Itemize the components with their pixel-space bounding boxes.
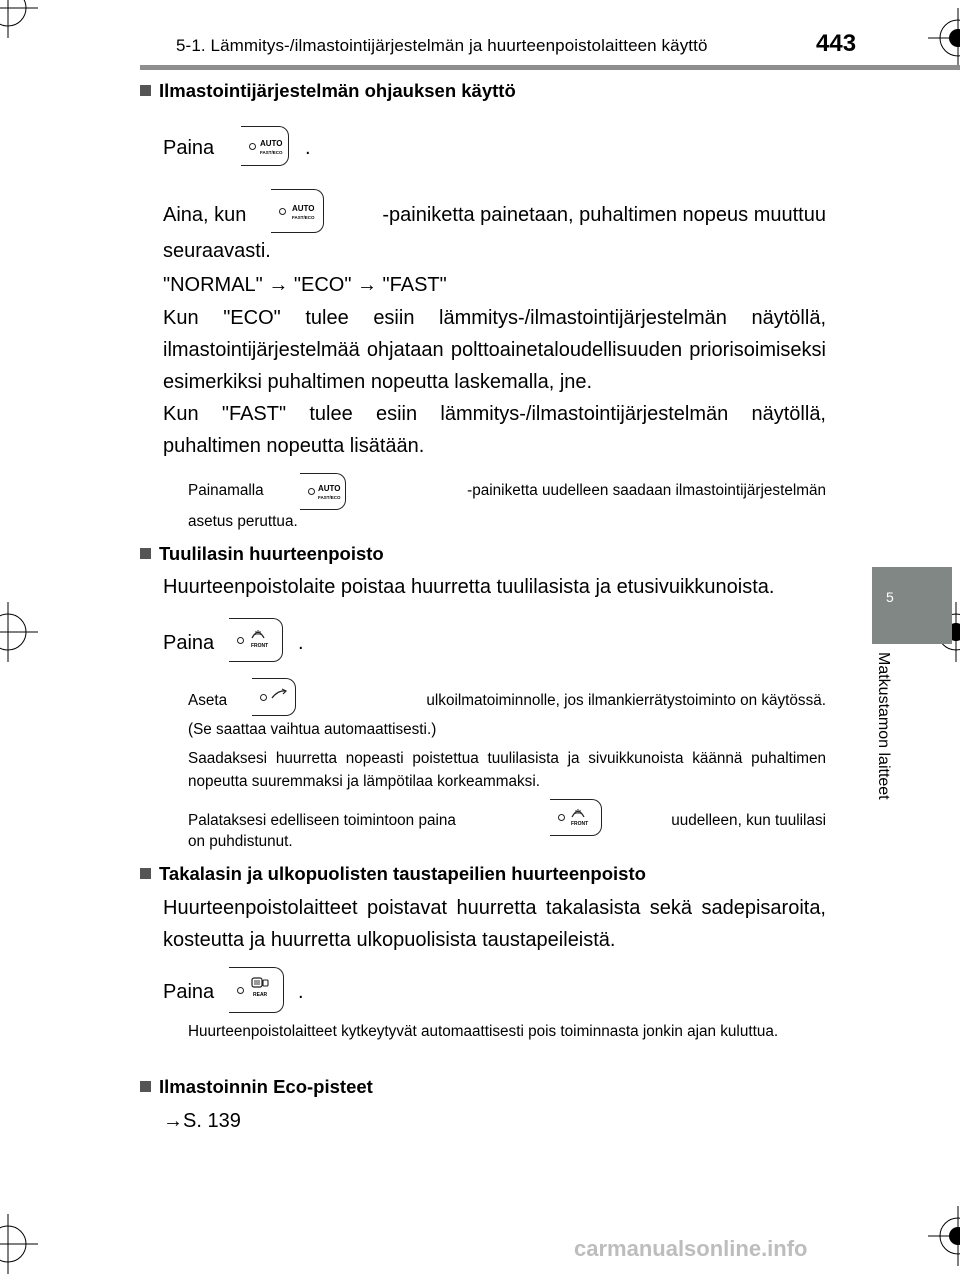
section-heading-rear: Takalasin ja ulkopuolisten taustapeilien huurteenpoisto — [140, 863, 646, 885]
note-cont: asetus peruttua. — [188, 513, 298, 530]
aina-pre: Aina, kun — [163, 204, 247, 226]
aina-cont: seuraavasti. — [163, 240, 271, 262]
rear-defog-icon — [251, 977, 269, 989]
front-defroster-button-icon: FRONT — [550, 799, 602, 836]
section-title: 5-1. Lämmitys-/ilmastointijärjestelmän ja huurteenpoistolaitteen käyttö — [176, 36, 708, 55]
heading-bullet-icon — [140, 548, 151, 559]
paina-label: Paina — [163, 137, 215, 159]
note-pre: Painamalla — [188, 482, 264, 499]
registration-mark-top-right — [928, 8, 960, 68]
heading-bullet-icon — [140, 85, 151, 96]
fast-paragraph: Kun "FAST" tulee esiin lämmitys-/ilmastointijärjestelmän näytöllä, puhaltimen nopeutta lisätään. — [163, 403, 826, 457]
eco-paragraph: Kun "ECO" tulee esiin lämmitys-/ilmastointijärjestelmän näytöllä, ilmastointijärjestelmää ohjataan polttoainetaloudellisuuden priorisoimiseksi esimerkiksi puhaltimen nopeutta laskemalla, jne. — [163, 307, 826, 393]
page-reference-link[interactable]: →S. 139 — [163, 1110, 241, 1132]
paina-label: Paina — [163, 981, 215, 1003]
registration-mark-bottom-right — [928, 1206, 960, 1266]
aseta-post: ulkoilmatoiminnolle, jos ilmankierrätystoiminto on käytössä. — [426, 692, 826, 709]
auto-button-icon: AUTO FAST/ECO — [271, 189, 324, 233]
rear-defogger-button-icon: REAR — [229, 967, 284, 1013]
chapter-label-text: Matkustamon laitteet — [875, 652, 892, 800]
chapter-tab — [872, 567, 952, 644]
rear-text: Huurteenpoistolaitteet poistavat huurretta takalasista sekä sadepisaroita, kosteutta ja huurretta ulkopuolisista taustapeileistä. — [163, 897, 826, 951]
windshield-text: Huurteenpoistolaite poistaa huurretta tuulilasista ja etusivuikkunoista. — [163, 576, 775, 598]
chapter-number: 5 — [886, 589, 894, 605]
return-cont: on puhdistunut. — [188, 833, 293, 850]
period: . — [298, 981, 304, 1003]
return-pre: Palataksesi edelliseen toimintoon paina — [188, 812, 456, 829]
page-number: 443 — [816, 30, 857, 57]
aseta-cont: (Se saattaa vaihtua automaattisesti.) — [188, 721, 437, 738]
period: . — [305, 137, 311, 159]
windshield-defrost-icon — [251, 627, 265, 639]
auto-button-icon: AUTO FAST/ECO — [241, 126, 289, 166]
registration-mark-top-left — [0, 0, 38, 38]
quick-defrost-note: Saadaksesi huurretta nopeasti poistettua tuulilasista ja sivuikkunoista käännä puhaltimen nopeutta suuremmaksi ja lämpötilaa korkeammaksi. — [188, 750, 826, 790]
mode-sequence: "NORMAL" → "ECO" → "FAST" — [163, 274, 447, 296]
aina-post: -painiketta painetaan, puhaltimen nopeus muuttuu — [382, 204, 826, 226]
section-heading-windshield: Tuulilasin huurteenpoisto — [140, 543, 384, 565]
heading-bullet-icon — [140, 868, 151, 879]
section-heading-ac: Ilmastointijärjestelmän ohjauksen käyttö — [140, 80, 516, 102]
note-post: -painiketta uudelleen saadaan ilmastointijärjestelmän — [467, 482, 826, 499]
front-defroster-button-icon: FRONT — [229, 618, 283, 662]
registration-mark-bottom-left — [0, 1214, 38, 1274]
header-rule — [140, 65, 960, 70]
section-heading-eco: Ilmastoinnin Eco-pisteet — [140, 1076, 373, 1098]
aseta-pre: Aseta — [188, 692, 228, 709]
outside-air-icon — [271, 688, 287, 700]
auto-button-icon: AUTO FAST/ECO — [300, 473, 346, 510]
chapter-label — [872, 648, 912, 838]
period: . — [298, 632, 304, 654]
paina-label: Paina — [163, 632, 215, 654]
heading-bullet-icon — [140, 1081, 151, 1092]
outside-air-button-icon — [252, 678, 296, 716]
windshield-defrost-icon — [571, 806, 585, 818]
watermark: carmanualsonline.info — [574, 1236, 808, 1261]
rear-auto-off-note: Huurteenpoistolaitteet kytkeytyvät automaattisesti pois toiminnasta jonkin ajan kuluttua. — [188, 1023, 779, 1040]
registration-mark-mid-left — [0, 602, 38, 662]
return-post: uudelleen, kun tuulilasi — [671, 812, 826, 829]
